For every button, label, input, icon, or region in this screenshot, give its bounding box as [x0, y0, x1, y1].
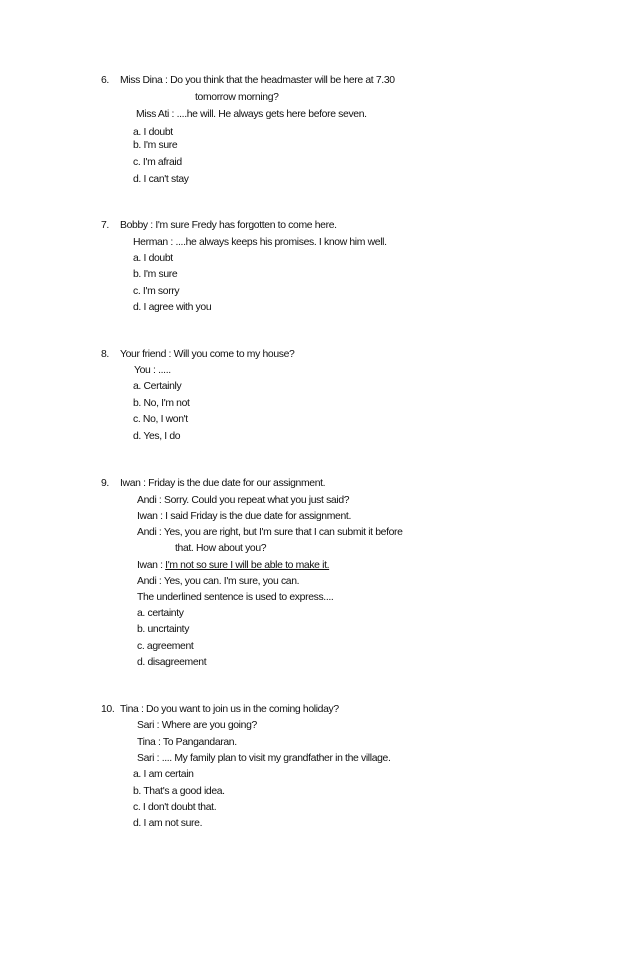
- answer-option: d. I agree with you: [133, 302, 212, 313]
- question-number: 10.: [101, 704, 115, 715]
- question-number: 9.: [101, 478, 109, 489]
- question-prompt: The underlined sentence is used to express....: [137, 592, 334, 603]
- question-number: 6.: [101, 75, 109, 86]
- dialogue-line: Miss Ati : ....he will. He always gets here before seven.: [136, 109, 367, 120]
- answer-option: b. I'm sure: [133, 140, 178, 151]
- dialogue-line: Miss Dina : Do you think that the headmaster will be here at 7.30: [120, 75, 395, 86]
- answer-option: b. I'm sure: [133, 269, 178, 280]
- answer-option: a. I doubt: [133, 253, 173, 264]
- dialogue-line: Sari : Where are you going?: [137, 720, 257, 731]
- dialogue-line: Tina : Do you want to join us in the coming holiday?: [120, 704, 339, 715]
- answer-option: d. disagreement: [137, 657, 207, 668]
- answer-option: c. No, I won't: [133, 414, 188, 425]
- answer-option: a. I doubt: [133, 127, 173, 138]
- dialogue-line: Iwan : I said Friday is the due date for assignment.: [137, 511, 351, 522]
- answer-option: a. I am certain: [133, 769, 194, 780]
- dialogue-line: tomorrow morning?: [195, 92, 279, 103]
- answer-option: c. I'm sorry: [133, 286, 180, 297]
- dialogue-line: Iwan : Friday is the due date for our assignment.: [120, 478, 326, 489]
- dialogue-line: Andi : Yes, you can. I'm sure, you can.: [137, 576, 300, 587]
- answer-option: b. That's a good idea.: [133, 786, 225, 797]
- dialogue-line: Andi : Yes, you are right, but I'm sure that I can submit it before: [137, 527, 403, 538]
- dialogue-line: Herman : ....he always keeps his promises. I know him well.: [133, 237, 387, 248]
- answer-option: b. uncrtainty: [137, 624, 190, 635]
- speaker-label: Iwan :: [137, 560, 166, 571]
- answer-option: b. No, I'm not: [133, 398, 190, 409]
- answer-option: a. Certainly: [133, 381, 182, 392]
- answer-option: c. I'm afraid: [133, 157, 182, 168]
- dialogue-line: Sari : .... My family plan to visit my grandfather in the village.: [137, 753, 391, 764]
- answer-option: d. I can't stay: [133, 174, 189, 185]
- dialogue-line: Your friend : Will you come to my house?: [120, 349, 295, 360]
- answer-option: c. agreement: [137, 641, 194, 652]
- dialogue-line: Tina : To Pangandaran.: [137, 737, 237, 748]
- dialogue-line: You : .....: [134, 365, 171, 376]
- question-number: 7.: [101, 220, 109, 231]
- answer-option: d. Yes, I do: [133, 431, 181, 442]
- answer-option: d. I am not sure.: [133, 818, 203, 829]
- question-number: 8.: [101, 349, 109, 360]
- dialogue-line: Bobby : I'm sure Fredy has forgotten to come here.: [120, 220, 337, 231]
- underlined-sentence: I'm not so sure I will be able to make it.: [165, 560, 330, 571]
- answer-option: a. certainty: [137, 608, 184, 619]
- dialogue-line: [137, 559, 329, 573]
- dialogue-line: that. How about you?: [175, 543, 267, 554]
- dialogue-line: Andi : Sorry. Could you repeat what you just said?: [137, 495, 350, 506]
- answer-option: c. I don't doubt that.: [133, 802, 217, 813]
